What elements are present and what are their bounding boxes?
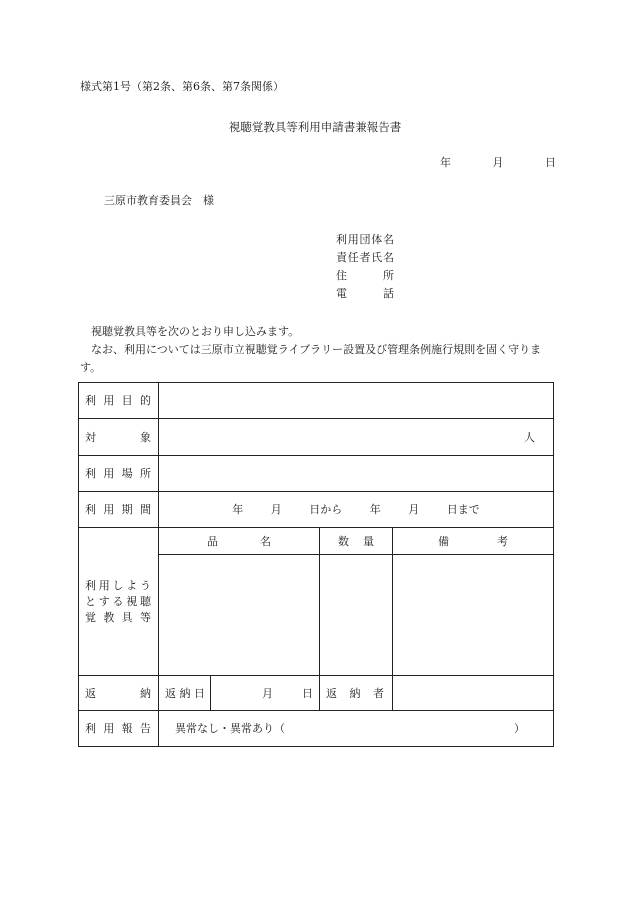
return-date-label: 返納日 [165, 686, 205, 700]
return-month-label: 月 [262, 686, 273, 700]
quantity-header-text: 数量 [338, 534, 374, 548]
remarks-input-cell[interactable] [393, 555, 554, 676]
intro-line-1: 視聴覚教具等を次のとおり申し込みます。 [91, 325, 300, 338]
item-name-header-text: 品名 [207, 534, 271, 548]
row-purpose [79, 383, 554, 419]
report-input-cell[interactable] [159, 711, 554, 747]
org-name-label: 利用団体名 [336, 233, 394, 246]
period-label: 利用期間 [85, 503, 151, 516]
target-label-cell [79, 419, 159, 456]
equipment-label-cell [79, 528, 159, 676]
remarks-header [393, 528, 554, 555]
returner-input-cell[interactable] [393, 676, 554, 711]
row-target [79, 419, 554, 456]
row-equipment-header [79, 528, 554, 555]
form-number: 様式第1号（第2条、第6条、第7条関係） [80, 80, 284, 93]
item-name-header [159, 528, 320, 555]
return-date-label-cell [159, 676, 211, 711]
quantity-header [320, 528, 393, 555]
period-month-from: 月 [270, 503, 282, 516]
period-month-to: 月 [408, 503, 420, 516]
location-input-cell[interactable] [159, 456, 554, 492]
period-year-to: 年 [369, 503, 381, 516]
report-text: 異常なし・異常あり（ [175, 722, 285, 735]
report-label-cell [79, 711, 159, 747]
item-name-input-cell[interactable] [159, 555, 320, 676]
period-day-to: 日まで [446, 503, 480, 516]
date-year-label: 年 [440, 156, 451, 169]
period-label-cell [79, 492, 159, 528]
intro-line-2: なお、利用については三原市立視聴覚ライブラリー設置及び管理条例施行規則を固く守ります。 [80, 343, 542, 374]
equipment-label-line-2: とする視聴 [85, 594, 151, 608]
application-table [78, 382, 554, 747]
date-line [440, 157, 556, 168]
return-date-input-cell[interactable] [211, 676, 320, 711]
target-input-cell[interactable] [159, 419, 554, 456]
applicant-block [336, 231, 394, 303]
period-input-cell[interactable] [159, 492, 554, 528]
phone-label: 電 話 [336, 287, 394, 300]
return-label: 返納 [85, 686, 151, 700]
date-month-label: 月 [492, 156, 504, 169]
date-day-label: 日 [545, 156, 556, 169]
report-close-paren: ） [514, 722, 525, 735]
row-return [79, 676, 554, 711]
remarks-header-text: 備考 [438, 534, 508, 548]
addressee: 三原市教育委員会 様 [104, 194, 214, 207]
returner-label-cell [320, 676, 393, 711]
period-day-from: 日から [309, 503, 343, 516]
document-title: 視聴覚教具等利用申請書兼報告書 [228, 120, 402, 134]
responsible-name-label: 責任者氏名 [336, 251, 394, 264]
period-year-from: 年 [232, 503, 244, 516]
returner-label: 返納者 [326, 686, 384, 700]
purpose-label: 利用目的 [85, 394, 151, 407]
equipment-label-line-3: 覚教具等 [85, 610, 151, 624]
return-day-label: 日 [302, 686, 313, 700]
location-label-cell [79, 456, 159, 492]
row-report [79, 711, 554, 747]
location-label: 利用場所 [85, 467, 151, 480]
quantity-input-cell[interactable] [320, 555, 393, 676]
purpose-input-cell[interactable] [159, 383, 554, 419]
row-location [79, 456, 554, 492]
target-unit: 人 [524, 430, 535, 444]
equipment-label-line-1: 利用しよう [85, 578, 151, 592]
row-period [79, 492, 554, 528]
purpose-label-cell [79, 383, 159, 419]
address-label: 住 所 [336, 269, 394, 282]
report-label: 利用報告 [85, 722, 151, 735]
target-label: 対象 [85, 430, 151, 444]
intro-text [80, 323, 555, 377]
return-label-cell [79, 676, 159, 711]
